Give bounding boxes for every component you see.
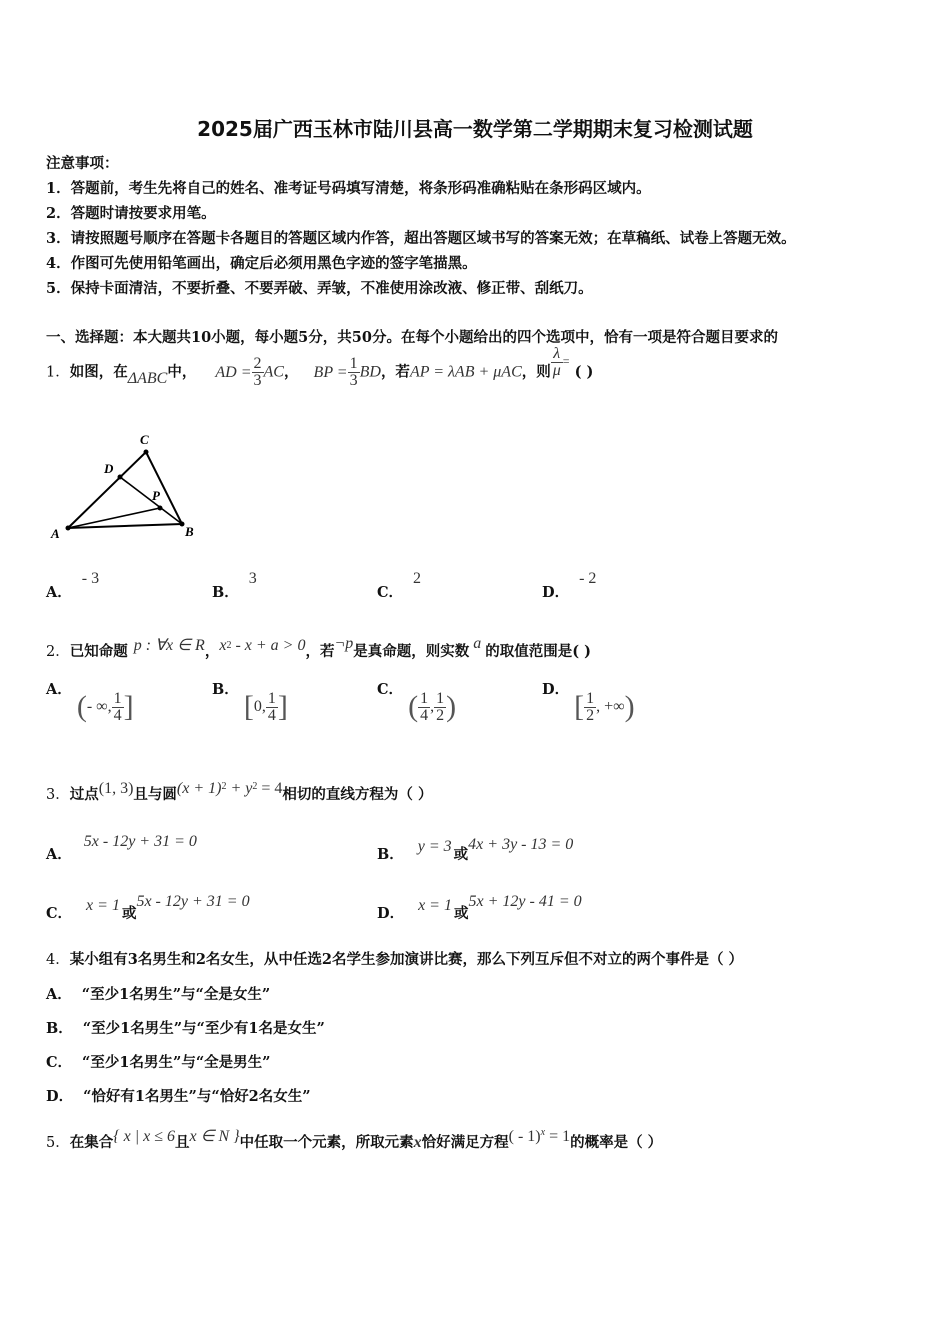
option-value: - ∞, <box>86 698 112 715</box>
numerator: 1 <box>420 689 429 707</box>
numerator: 1 <box>267 689 276 707</box>
point-d <box>118 475 123 480</box>
option-value: x = 1 <box>86 897 120 914</box>
question-number: 3． <box>46 787 70 803</box>
option-label: B． <box>46 1020 73 1037</box>
notice-item: 5．保持卡面清洁，不要折叠、不要弄破、弄皱，不准使用涂改液、修正带、刮纸刀。 <box>46 280 593 297</box>
math-not-p: ¬p <box>334 635 354 652</box>
math-ad: AD = <box>215 363 252 381</box>
option-value: “至少1名男生”与“至少有1名是女生” <box>82 1020 325 1037</box>
question-text: 已知命题 <box>69 643 128 660</box>
option-value: “至少1名男生”与“全是女生” <box>81 986 271 1003</box>
option-value: 2 <box>413 570 422 587</box>
q2-option-c[interactable]: C． ( $\frac{1}{4}$ , $\frac{1}{2}$ ) <box>377 681 457 724</box>
exponent: 2 <box>221 781 227 792</box>
option-or: 或 <box>453 846 469 863</box>
denominator: 3 <box>253 372 262 389</box>
triangle-figure <box>46 428 206 544</box>
section-heading: 一、选择题：本大题共10小题，每小题5分，共50分。在每个小题给出的四个选项中，恰有一项是符合题目要求的 <box>46 329 778 346</box>
denominator: 2 <box>436 706 445 724</box>
option-value: 5x - 12y + 31 = 0 <box>83 833 197 850</box>
math-bp: BP = <box>313 363 348 381</box>
option-value: 5x - 12y + 31 = 0 <box>136 893 250 910</box>
question-1 <box>46 345 594 389</box>
denominator: 4 <box>420 706 429 724</box>
q1-option-a[interactable] <box>46 570 100 602</box>
q2-option-a[interactable] <box>46 681 134 724</box>
exponent: 2 <box>226 640 232 651</box>
option-label: C． <box>46 905 73 922</box>
math-equation: ( - 1) <box>508 1128 541 1145</box>
math-bd: BD <box>359 363 381 381</box>
q2-option-b[interactable] <box>212 681 288 724</box>
math-point: (1, 3) <box>98 780 134 797</box>
question-text: 中任取一个元素，所取元素 <box>239 1134 414 1151</box>
option-label: A． <box>46 681 72 698</box>
bracket: [ <box>574 690 585 723</box>
fraction <box>584 691 596 724</box>
option-or: 或 <box>453 905 469 922</box>
option-label: B． <box>212 681 239 698</box>
option-value: 3 <box>248 570 257 587</box>
math-equation: = 1 <box>545 1128 571 1145</box>
fraction <box>266 691 278 724</box>
option-label: A． <box>46 846 72 863</box>
option-value: y = 3 <box>417 838 452 855</box>
question-text: 在集合 <box>69 1134 114 1151</box>
q4-option-d[interactable] <box>46 1085 311 1106</box>
numerator: λ <box>551 346 563 363</box>
numerator: 1 <box>349 355 358 372</box>
math-x: x <box>413 1134 422 1151</box>
numerator: 1 <box>586 689 595 707</box>
fraction-lambda-mu <box>551 346 563 379</box>
question-text: ，则 <box>521 363 551 381</box>
option-label: D． <box>46 1088 74 1105</box>
label-c: C <box>140 432 149 447</box>
question-5 <box>46 1127 663 1152</box>
point-p <box>158 506 163 511</box>
question-text: 某小组有3名男生和2名女生，从中任选2名学生参加演讲比赛，那么下列互斥但不对立的两个事件是（ ） <box>69 951 744 968</box>
option-value: , +∞ <box>596 698 625 715</box>
question-text: 的概率是（ ） <box>570 1134 663 1151</box>
option-value: x = 1 <box>418 897 452 914</box>
point-b <box>180 522 185 527</box>
option-label: C． <box>377 681 404 698</box>
option-value: 5x + 12y - 41 = 0 <box>468 893 582 910</box>
math-inequality: - x + a > 0 <box>231 637 306 654</box>
question-number: 5． <box>46 1135 70 1151</box>
option-value: 4x + 3y - 13 = 0 <box>468 836 574 853</box>
option-label: C． <box>377 584 404 601</box>
denominator: μ <box>552 362 561 379</box>
numerator: 1 <box>113 689 122 707</box>
numerator: 1 <box>436 689 445 707</box>
q3-option-b[interactable] <box>377 836 574 864</box>
math-a: a <box>473 635 482 652</box>
fraction-1-3 <box>348 356 360 389</box>
option-label: A． <box>46 986 72 1003</box>
equals-sign: = <box>562 353 570 368</box>
point-c <box>144 450 149 455</box>
math-ac: AC <box>263 363 284 381</box>
question-number: 1． <box>46 364 70 381</box>
question-number: 4． <box>46 952 70 968</box>
denominator: 4 <box>113 706 122 724</box>
math-circle: + y <box>226 780 253 797</box>
answer-blank: ( ) <box>574 363 594 381</box>
label-d: D <box>104 461 114 476</box>
segment-db <box>120 477 182 524</box>
question-text: 是真命题，则实数 <box>353 643 470 660</box>
bracket: ) <box>446 690 457 723</box>
option-label: D． <box>377 905 405 922</box>
page-title: 2025届广西玉林市陆川县高一数学第二学期期末复习检测试题 <box>197 117 753 141</box>
point-a <box>66 526 71 531</box>
question-number: 2． <box>46 644 70 660</box>
math-ap: AP = λAB + μAC <box>409 363 522 381</box>
exponent: x <box>540 1127 546 1138</box>
fraction <box>434 691 446 724</box>
option-label: D． <box>542 584 570 601</box>
option-label: A． <box>46 584 72 601</box>
question-text: 恰好满足方程 <box>421 1134 509 1151</box>
bracket: ] <box>123 690 134 723</box>
notice-item: 2．答题时请按要求用笔。 <box>46 205 216 222</box>
option-or: 或 <box>121 905 137 922</box>
exponent: 2 <box>252 781 258 792</box>
question-text: ，若 <box>380 363 410 381</box>
math-x: x <box>219 637 227 654</box>
q1-option-c[interactable] <box>377 570 422 602</box>
denominator: 2 <box>586 706 595 724</box>
math-set: x ∈ N } <box>189 1128 240 1145</box>
question-text: 且 <box>175 1134 190 1151</box>
denominator: 3 <box>349 372 358 389</box>
math-proposition: p : ∀x ∈ R <box>133 637 205 654</box>
question-text: 且与圆 <box>133 786 177 803</box>
question-2 <box>46 635 592 661</box>
option-value: - 3 <box>81 570 100 587</box>
q1-option-b[interactable] <box>212 570 257 602</box>
notice-item: 3．请按照题号顺序在答题卡各题目的答题区域内作答，超出答题区域书写的答案无效；在草稿纸、试卷上答题无效。 <box>46 230 796 247</box>
bracket: [ <box>243 690 254 723</box>
question-text: 相切的直线方程为（ ） <box>282 786 433 803</box>
label-p: P <box>152 488 160 503</box>
option-value: 0, <box>253 698 266 715</box>
q4-option-c[interactable] <box>46 1051 271 1072</box>
question-3 <box>46 780 433 804</box>
math-circle: (x + 1) <box>176 780 222 797</box>
q4-option-b[interactable] <box>46 1017 325 1038</box>
bracket: ( <box>408 690 419 723</box>
denominator: 4 <box>267 706 276 724</box>
label-a: A <box>51 526 60 541</box>
option-label: B． <box>212 584 239 601</box>
question-text: 中， <box>167 363 197 381</box>
option-value: “恰好有1名男生”与“恰好2名女生” <box>83 1088 311 1105</box>
fraction-2-3 <box>252 356 264 389</box>
q3-option-c[interactable] <box>46 893 250 923</box>
punctuation: ， <box>283 363 299 381</box>
fraction <box>418 691 430 724</box>
notice-item: 4．作图可先使用铅笔画出，确定后必须用黑色字迹的签字笔描黑。 <box>46 255 477 272</box>
q3-option-d[interactable] <box>377 893 582 923</box>
option-label: B． <box>377 846 404 863</box>
notice-item: 1．答题前，考生先将自己的姓名、准考证号码填写清楚，将条形码准确粘贴在条形码区域内。 <box>46 180 651 197</box>
bracket: ) <box>624 690 635 723</box>
q4-option-a[interactable] <box>46 983 270 1004</box>
question-4 <box>46 948 743 969</box>
label-b: B <box>185 524 194 539</box>
bracket: ] <box>277 690 288 723</box>
option-label: D． <box>542 681 570 698</box>
math-triangle: ΔABC <box>127 369 168 387</box>
bracket: ( <box>76 690 87 723</box>
question-text: 如图，在 <box>69 363 128 381</box>
option-value: “至少1名男生”与“全是男生” <box>82 1054 271 1071</box>
question-text: 过点 <box>69 786 99 803</box>
q3-option-a[interactable] <box>46 833 197 864</box>
math-circle: = 4 <box>257 780 283 797</box>
fraction <box>112 691 124 724</box>
numerator: 2 <box>253 355 262 372</box>
q2-option-d[interactable] <box>542 681 635 724</box>
notice-heading: 注意事项： <box>46 155 119 172</box>
option-label: C． <box>46 1054 73 1071</box>
math-set: { x | x ≤ 6 <box>113 1128 176 1145</box>
question-text: ， <box>204 643 220 660</box>
question-text: ，若 <box>305 643 335 660</box>
q1-option-d[interactable] <box>542 570 597 602</box>
question-text: 的取值范围是( ) <box>485 643 592 660</box>
option-value: - 2 <box>579 570 597 587</box>
